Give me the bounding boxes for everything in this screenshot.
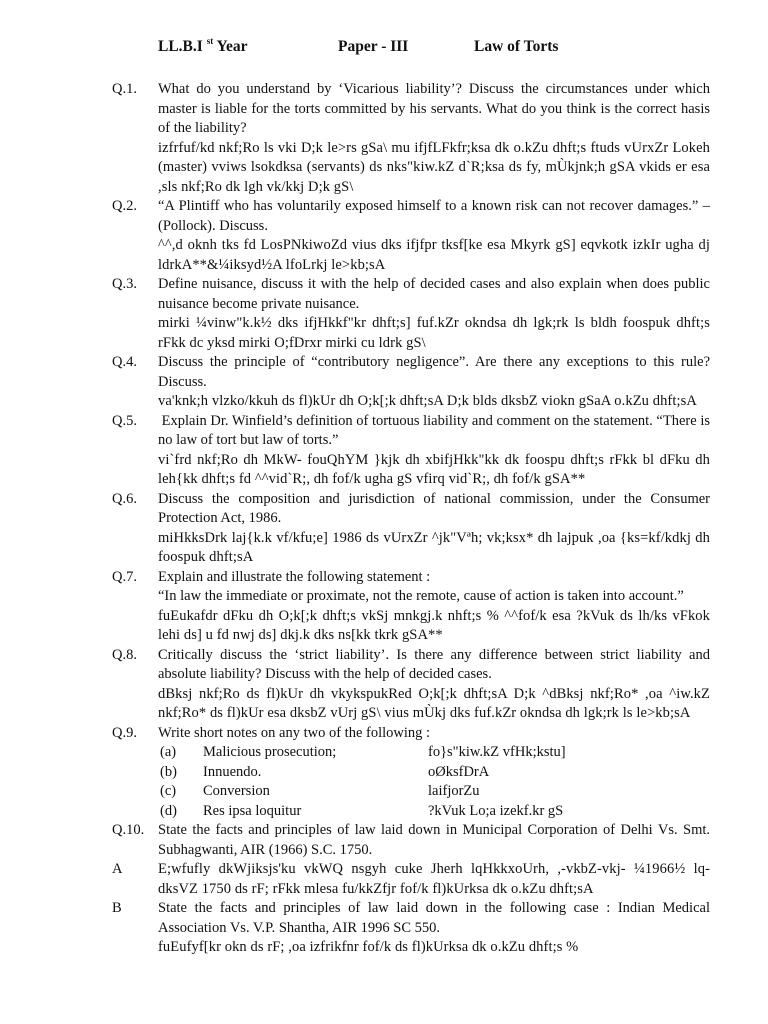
option-english: Res ipsa loquitur — [203, 802, 302, 819]
course-name: LL.B.I — [158, 38, 203, 55]
question-part — [0, 899, 768, 958]
question-text-english: Discuss the principle of “contributory negligence”. Are there any exceptions to this rule? Discuss. — [158, 354, 710, 390]
quoted-statement: “In law the immediate or proximate, not the remote, cause of action is taken into account.” — [158, 588, 684, 604]
option-hindi: oØksfDrA — [428, 763, 490, 780]
question-number: Q.2. — [112, 198, 137, 214]
question-text-english: State the facts and principles of law laid down in the following case : Indian Medical Association Vs. V.P. Shantha, AIR 1996 SC 550. — [158, 900, 710, 936]
question-text-hindi: fuEukafdr dFku dh O;k[;k dhft;s vkSj mnkgj.k nhft;s % ^^fof/k esa ?kVuk ds lh/ks vFkok lehi ds] u fd nwj ds] dkj.k dks ns[kk tkrk gSA** — [158, 607, 710, 643]
question-number: Q.3. — [112, 276, 137, 292]
paper-header — [0, 38, 768, 62]
question — [0, 412, 768, 490]
option-english: Conversion — [203, 783, 270, 799]
option-row — [158, 782, 710, 802]
option-hindi: laifjorZu — [428, 783, 480, 799]
option-row — [158, 802, 710, 822]
paper-number: Paper - III — [338, 38, 409, 55]
question-text-english: Define nuisance, discuss it with the help of decided cases and also explain when does public nuisance become private nuisance. — [158, 276, 710, 312]
question-number: Q.5. — [112, 412, 137, 429]
question-number: Q.9. — [112, 724, 137, 741]
year-label: Year — [216, 38, 248, 55]
question-text-english: Explain and illustrate the following statement : — [158, 568, 431, 585]
question — [0, 490, 768, 568]
subject-title: Law of Torts — [474, 38, 559, 55]
question-text-hindi: izfrfuf/kd nkf;Ro ls vki D;k le>rs gSa\ mu ifjfLFkfr;ksa dk o.kZu dhft;s ftuds vUrxZr Lokeh (master) vviws lsokdksa (servants) ds nks"kiw.kZ d`R;ksa ds fy, mÙkjnk;h gSA vkids er esa ,sls nkf;Ro dk lgh vk/kkj D;k gS\ — [158, 139, 710, 195]
question — [0, 821, 768, 860]
option-row — [158, 743, 710, 763]
question — [0, 197, 768, 275]
option-label: (b) — [160, 763, 177, 780]
question — [0, 724, 768, 822]
question-text-hindi: va'knk;h vlzko/kkuh ds fl)kUr dh O;k[;k dhft;sA D;k blds dksbZ viokn gSaA o.kZu dhft;sA — [158, 393, 697, 409]
option-label: (d) — [160, 802, 177, 819]
question — [0, 646, 768, 724]
question-list — [0, 80, 768, 958]
question-number: Q.7. — [112, 568, 137, 585]
ordinal-suffix: st — [206, 36, 214, 46]
question-text-english: Critically discuss the ‘strict liability’. Is there any difference between strict liability and absolute liability? Discuss with the help of decided cases. — [158, 646, 710, 682]
option-label: (a) — [160, 744, 177, 760]
short-note-options — [158, 743, 710, 821]
question-number: Q.6. — [112, 490, 137, 507]
part-label: A — [112, 861, 123, 877]
question-text-hindi: mirki ¼vinw"k.k½ dks ifjHkkf"kr dhft;s] fuf.kZr okndsa dh lgk;rk ls bldh foospuk dhft;s rFkk dc yksd mirki O;fDrxr mirki cu ldrk gS\ — [158, 315, 710, 351]
question-text-hindi: vi`frd nkf;Ro dh MkW- fouQhYM }kjk dh xbifjHkk"kk dk foospu dhft;s rFkk bl dFku dh leh{kk dhft;s fd ^^vid`R;, dh fof/k ugha gS vfirq vid`R;, dh fof/k gSA** — [158, 451, 710, 487]
question-text-english: Discuss the composition and jurisdiction of national commission, under the Consumer Protection Act, 1986. — [158, 490, 710, 526]
question-text-hindi: fuEufyf[kr okn ds rF; ,oa izfrikfnr fof/k ds fl)kUrksa dk o.kZu dhft;s % — [158, 939, 579, 955]
question-text-hindi: dBksj nkf;Ro ds fl)kUr dh vkykspukRed O;k[;k dhft;sA D;k ^dBksj nkf;Ro* ,oa ^iw.kZ nkf;Ro* ds fl)kUr esa dksbZ vUrj gS\ vius mÙkj dks fuf.kZr okndsa dh lgk;rk ls le>kb;sA — [158, 685, 710, 721]
part-label: B — [112, 900, 122, 916]
question-text-hindi: E;wfufly dkWjiksjs'ku vkWQ nsgyh cuke Jherh lqHkkxoUrh, ,-vkbZ-vkj- ¼1966½ lq- dksVZ 1750 ds rF; rFkk mlesa fu/kkZfjr fof/k fl)kUrksa dk o.kZu dhft;sA — [158, 861, 710, 897]
option-row — [158, 763, 710, 783]
question-text-english: “A Plintiff who has voluntarily exposed himself to a known risk can not recover damages.” – (Pollock). Discuss. — [158, 198, 710, 234]
question-number: Q.1. — [112, 81, 137, 97]
question-text-hindi: miHkksDrk laj{k.k vf/kfu;e] 1986 ds vUrxZr ^jk"Vªh; vk;ksx* dh lajpuk ,oa {ks=kf/kdkj dh foospuk dhft;sA — [158, 529, 710, 565]
question-text-english: Explain Dr. Winfield’s definition of tortuous liability and comment on the statement. “There is no law of tort but law of torts.” — [158, 412, 710, 448]
question-number: Q.10. — [112, 822, 145, 838]
option-english: Innuendo. — [203, 763, 262, 780]
option-label: (c) — [160, 783, 177, 799]
question-part — [0, 860, 768, 899]
option-hindi: fo}s"kiw.kZ vfHk;kstu] — [428, 744, 566, 760]
question — [0, 568, 768, 646]
question-text-english: Write short notes on any two of the following : — [158, 724, 431, 741]
question — [0, 80, 768, 197]
question-number: Q.8. — [112, 646, 137, 663]
question-text-hindi: ^^,d oknh tks fd LosPNkiwoZd vius dks ifjfpr tksf[ke esa Mkyrk gS] eqvkotk izkIr ugha dj ldrkA**&¼iksyd½A lfoLrkj le>kb;sA — [158, 237, 710, 273]
question-text-english: State the facts and principles of law laid down in Municipal Corporation of Delhi Vs. Smt. Subhagwanti, AIR (1966) S.C. 1750. — [158, 822, 710, 858]
question-number: Q.4. — [112, 354, 137, 370]
question-text-english: What do you understand by ‘Vicarious liability’? Discuss the circumstances under which master is liable for the torts committed by his servants. What do you think is the correct hasis of the liability? — [158, 81, 710, 136]
option-english: Malicious prosecution; — [203, 744, 337, 760]
question — [0, 275, 768, 353]
course-year — [158, 38, 248, 56]
question — [0, 353, 768, 412]
option-hindi: ?kVuk Lo;a izekf.kr gS — [428, 802, 564, 819]
